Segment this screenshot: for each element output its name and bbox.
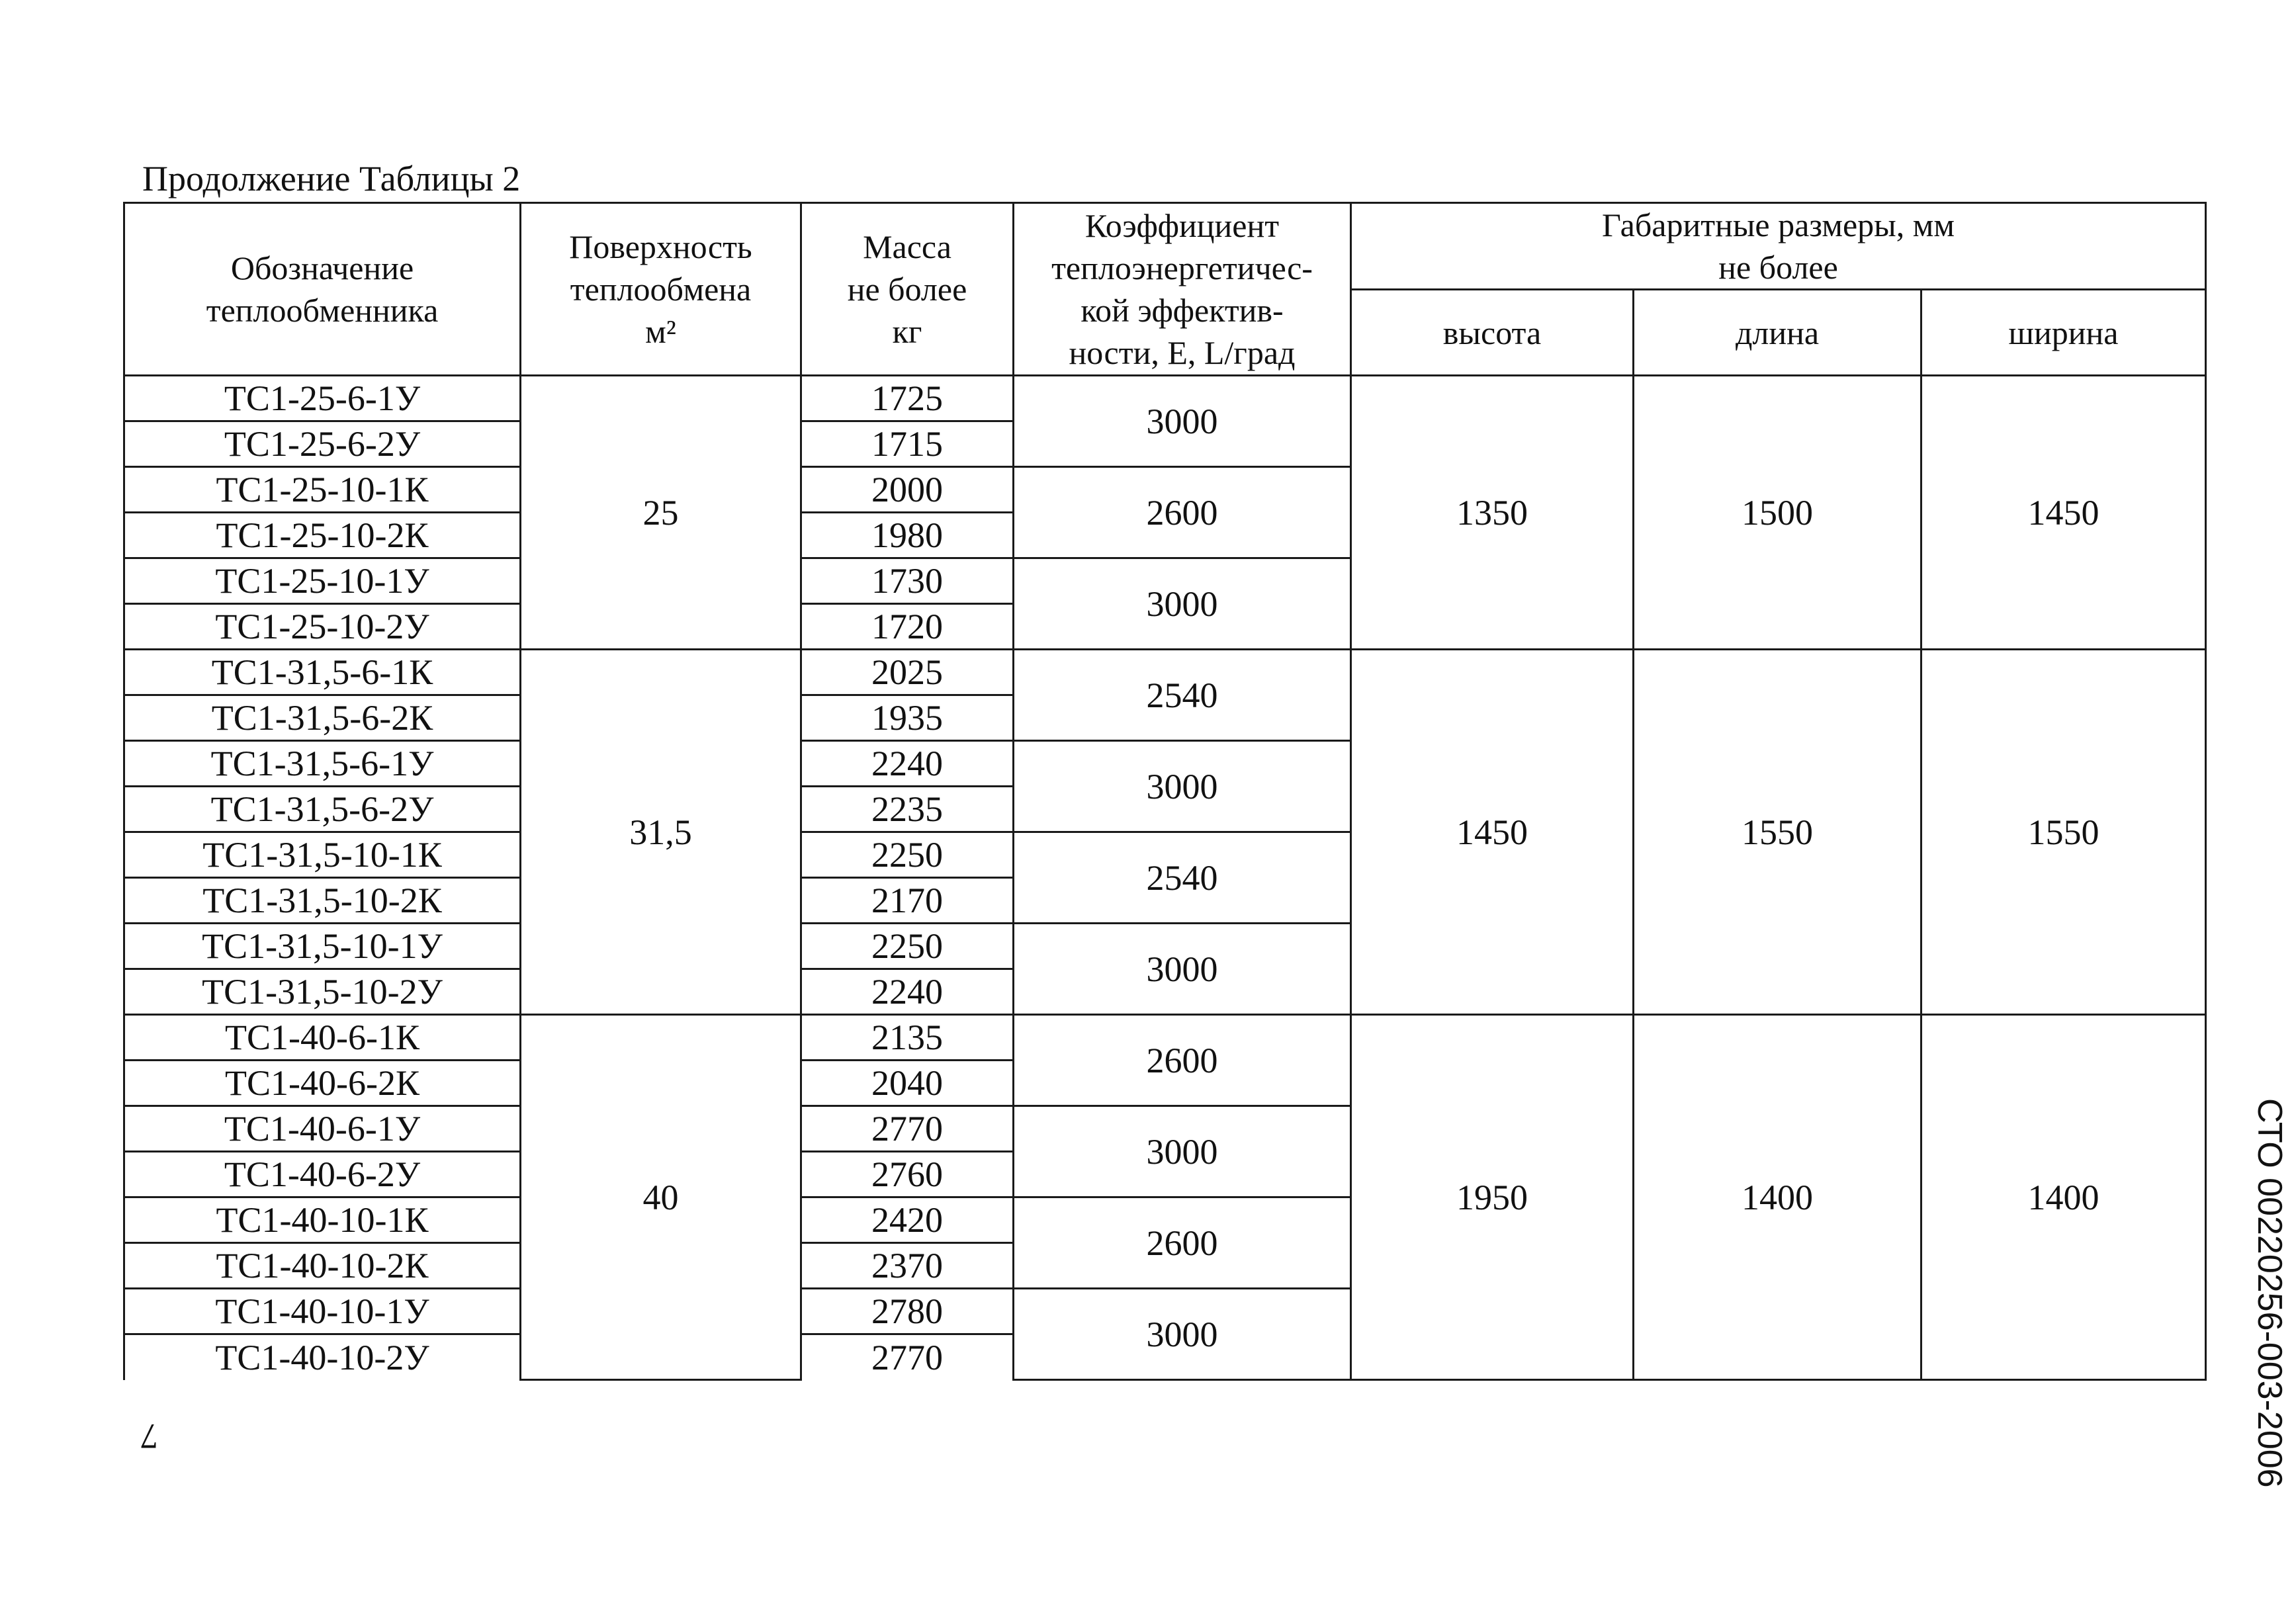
cell-mass: 2025	[801, 650, 1014, 695]
cell-height: 1350	[1351, 376, 1634, 650]
header-mass: Масса не более кг	[801, 203, 1014, 376]
cell-mass: 1935	[801, 695, 1014, 741]
cell-mass: 1980	[801, 513, 1014, 558]
cell-designation: ТС1-40-6-2К	[124, 1061, 521, 1106]
cell-designation: ТС1-31,5-10-2У	[124, 969, 521, 1015]
cell-designation: ТС1-25-6-1У	[124, 376, 521, 421]
cell-width: 1450	[1921, 376, 2206, 650]
cell-coefficient: 2540	[1014, 650, 1351, 741]
table-row	[124, 650, 2206, 695]
cell-mass: 2770	[801, 1334, 1014, 1380]
cell-mass: 2235	[801, 787, 1014, 832]
cell-mass: 2760	[801, 1152, 1014, 1197]
cell-designation: ТС1-31,5-6-2У	[124, 787, 521, 832]
cell-length: 1550	[1634, 650, 1921, 1015]
cell-coefficient: 3000	[1014, 558, 1351, 650]
cell-length: 1400	[1634, 1015, 1921, 1380]
cell-mass: 2000	[801, 467, 1014, 513]
cell-coefficient: 3000	[1014, 1289, 1351, 1380]
cell-mass: 1730	[801, 558, 1014, 604]
cell-surface: 31,5	[521, 650, 801, 1015]
cell-mass: 2780	[801, 1289, 1014, 1334]
cell-width: 1400	[1921, 1015, 2206, 1380]
document-id: СТО 00220256-003-2006	[2250, 1098, 2289, 1488]
cell-width: 1550	[1921, 650, 2206, 1015]
header-length: длина	[1634, 290, 1921, 376]
cell-mass: 2370	[801, 1243, 1014, 1289]
header-height: высота	[1351, 290, 1634, 376]
cell-mass: 1715	[801, 421, 1014, 467]
cell-designation: ТС1-40-6-1У	[124, 1106, 521, 1152]
cell-coefficient: 3000	[1014, 924, 1351, 1015]
header-coefficient: Коэффициент теплоэнергетичес- кой эффектив- ности, Е, L/град	[1014, 203, 1351, 376]
cell-coefficient: 3000	[1014, 741, 1351, 832]
cell-mass: 2250	[801, 924, 1014, 969]
cell-mass: 1725	[801, 376, 1014, 421]
table-caption: Продолжение Таблицы 2	[142, 159, 521, 198]
cell-designation: ТС1-31,5-6-1У	[124, 741, 521, 787]
table-row	[124, 1015, 2206, 1061]
cell-coefficient: 3000	[1014, 376, 1351, 467]
table-row	[124, 376, 2206, 421]
header-dimensions: Габаритные размеры, мм не более	[1351, 203, 2206, 290]
header-surface: Поверхность теплообмена м²	[521, 203, 801, 376]
cell-surface: 25	[521, 376, 801, 650]
cell-height: 1450	[1351, 650, 1634, 1015]
cell-coefficient: 2600	[1014, 1015, 1351, 1106]
cell-mass: 2135	[801, 1015, 1014, 1061]
header-width: ширина	[1921, 290, 2206, 376]
table-body	[124, 376, 2206, 1380]
cell-mass: 2040	[801, 1061, 1014, 1106]
cell-designation: ТС1-40-10-1У	[124, 1289, 521, 1334]
cell-length: 1500	[1634, 376, 1921, 650]
cell-designation: ТС1-31,5-6-2К	[124, 695, 521, 741]
cell-mass: 2240	[801, 969, 1014, 1015]
cell-coefficient: 3000	[1014, 1106, 1351, 1197]
cell-designation: ТС1-40-10-2У	[124, 1334, 521, 1380]
cell-designation: ТС1-25-10-1К	[124, 467, 521, 513]
cell-designation: ТС1-40-10-1К	[124, 1197, 521, 1243]
cell-designation: ТС1-40-6-2У	[124, 1152, 521, 1197]
cell-mass: 2770	[801, 1106, 1014, 1152]
cell-mass: 1720	[801, 604, 1014, 650]
cell-mass: 2250	[801, 832, 1014, 878]
header-designation: Обозначение теплообменника	[124, 203, 521, 376]
cell-designation: ТС1-31,5-10-1У	[124, 924, 521, 969]
heat-exchanger-table	[123, 202, 2207, 1381]
cell-height: 1950	[1351, 1015, 1634, 1380]
cell-designation: ТС1-25-10-2У	[124, 604, 521, 650]
cell-designation: ТС1-40-10-2К	[124, 1243, 521, 1289]
cell-coefficient: 2600	[1014, 1197, 1351, 1289]
cell-mass: 2170	[801, 878, 1014, 924]
cell-mass: 2420	[801, 1197, 1014, 1243]
cell-designation: ТС1-25-10-1У	[124, 558, 521, 604]
cell-designation: ТС1-31,5-6-1К	[124, 650, 521, 695]
cell-designation: ТС1-31,5-10-1К	[124, 832, 521, 878]
cell-designation: ТС1-40-6-1К	[124, 1015, 521, 1061]
cell-surface: 40	[521, 1015, 801, 1380]
page-number: 7	[140, 1416, 158, 1456]
cell-mass: 2240	[801, 741, 1014, 787]
cell-coefficient: 2540	[1014, 832, 1351, 924]
cell-designation: ТС1-25-6-2У	[124, 421, 521, 467]
cell-coefficient: 2600	[1014, 467, 1351, 558]
cell-designation: ТС1-31,5-10-2К	[124, 878, 521, 924]
cell-designation: ТС1-25-10-2К	[124, 513, 521, 558]
